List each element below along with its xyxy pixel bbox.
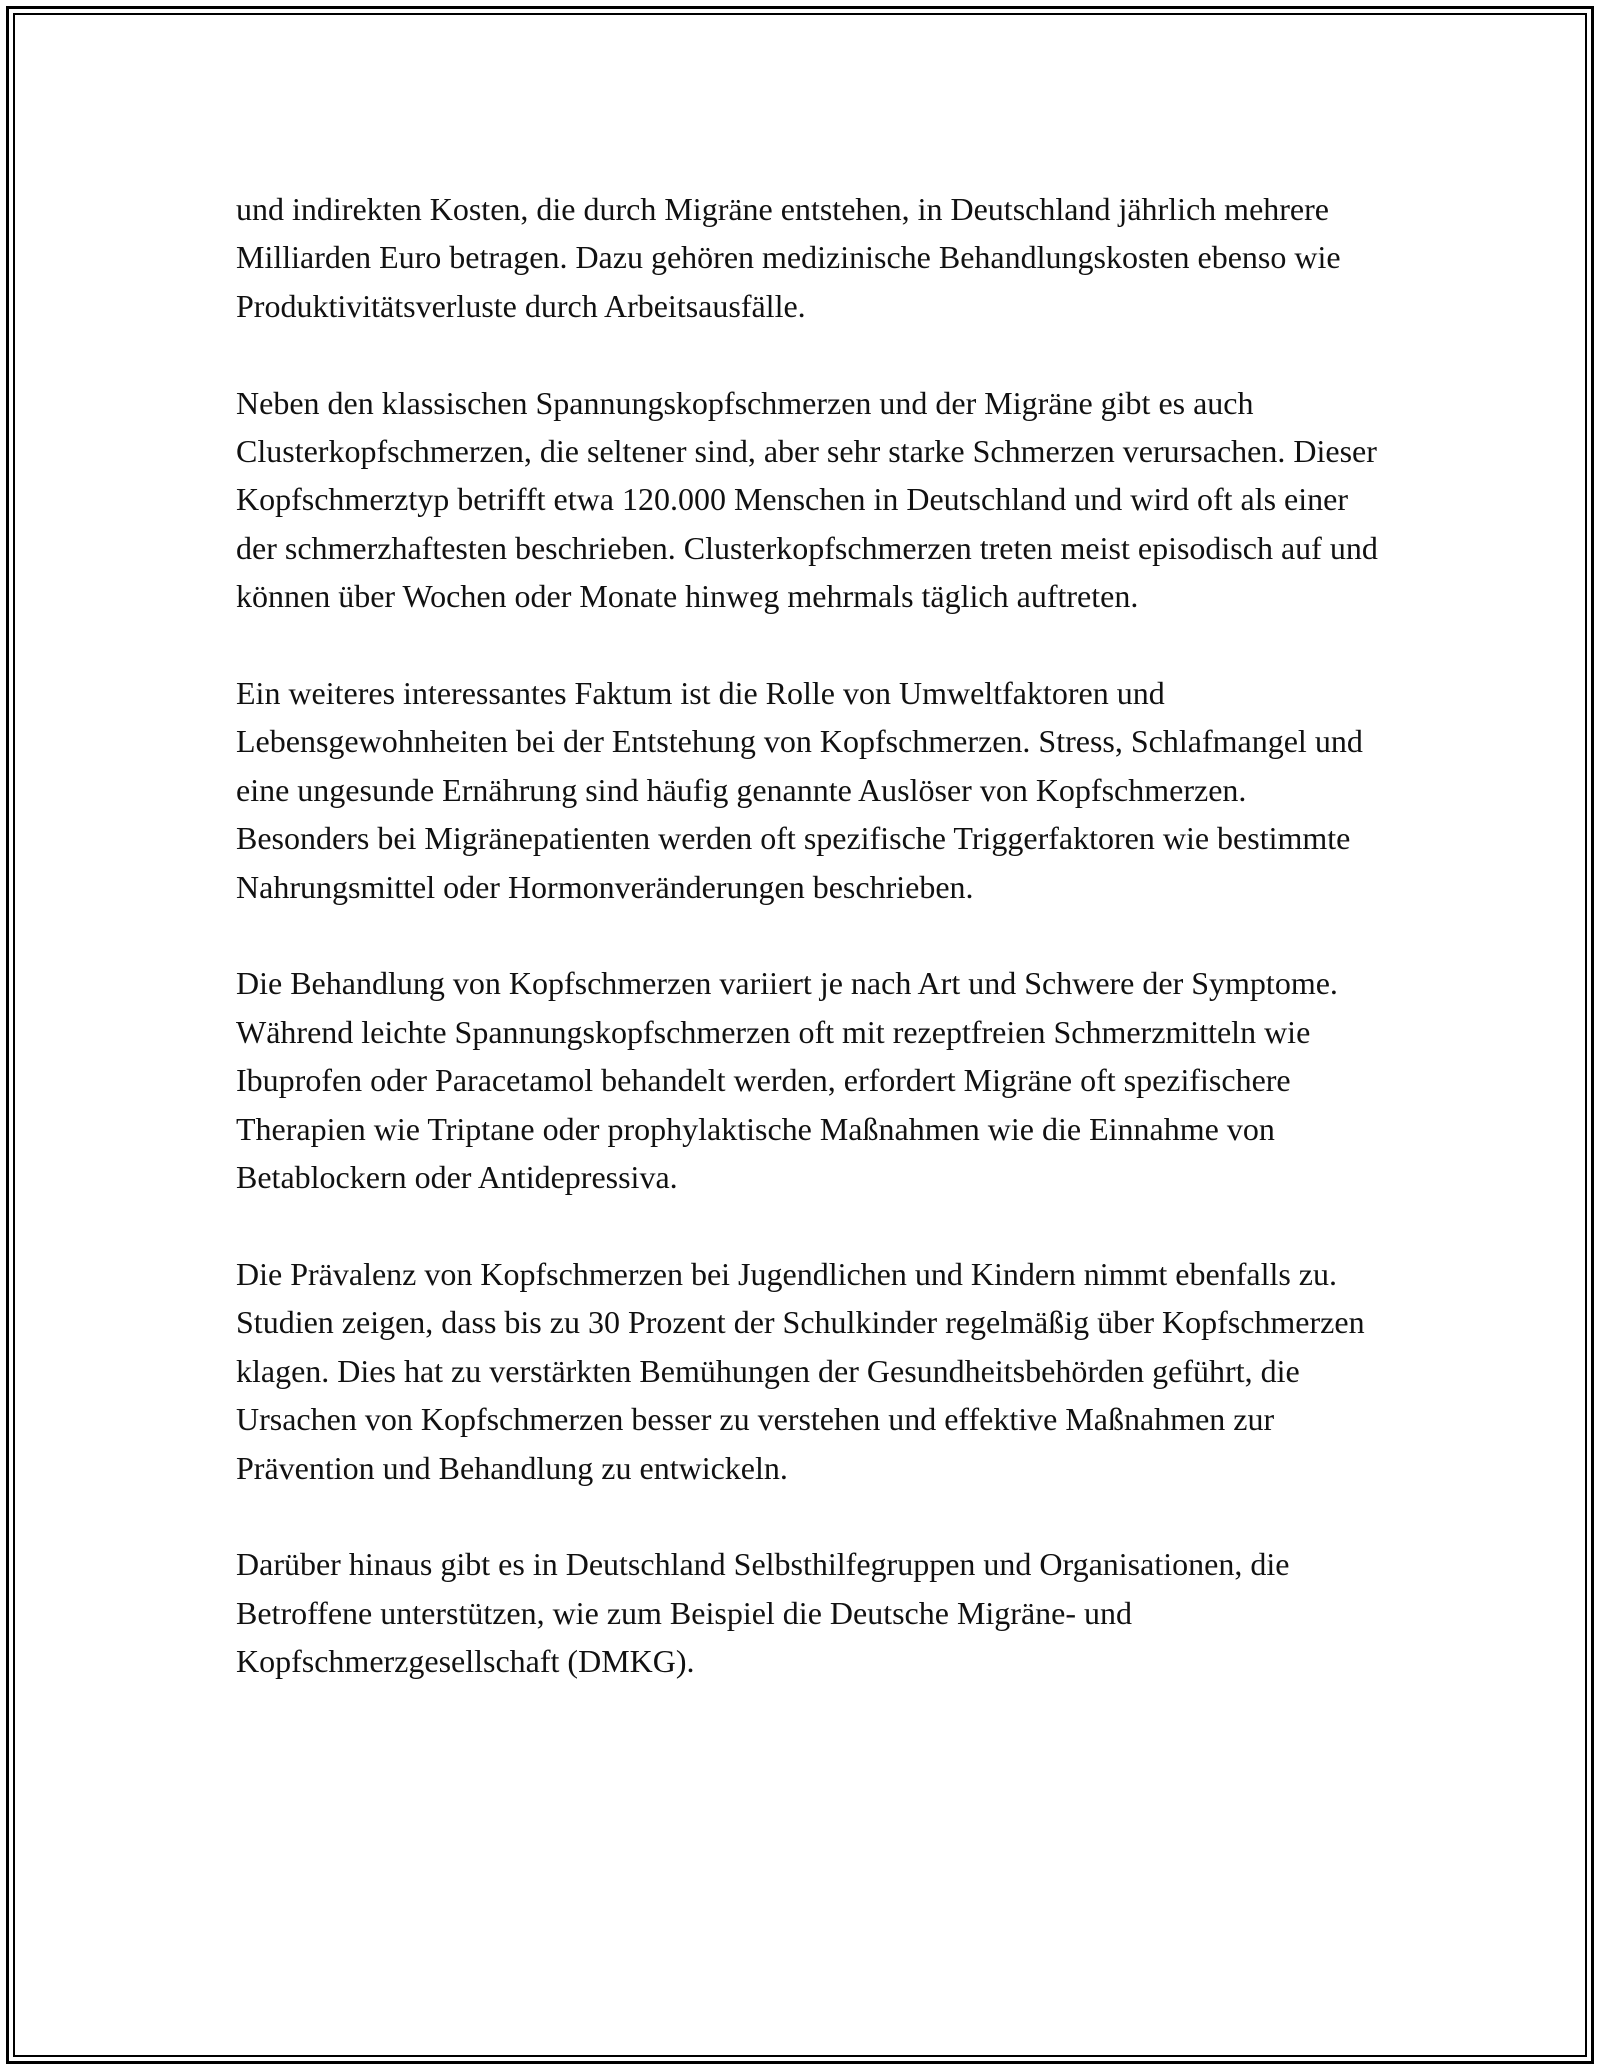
paragraph-cluster-headaches: Neben den klassischen Spannungskopfschmerzen und der Migräne gibt es auch Clusterkopfschmerzen, die seltener sind, aber sehr starke Schmerzen verursachen. Dieser Kopfschmerztyp betrifft etwa 120.000 Menschen in Deutschland und wird oft als einer der schmerzhaftesten beschrieben. Clusterkopfschmerzen treten meist episodisch auf und können über Wochen oder Monate hinweg mehrmals täglich auftreten. — [236, 384, 1378, 615]
paragraph-prevalence-youth: Die Prävalenz von Kopfschmerzen bei Jugendlichen und Kindern nimmt ebenfalls zu. Studien zeigen, dass bis zu 30 Prozent der Schulkinder regelmäßig über Kopfschmerzen klagen. Dies hat zu verstärkten Bemühungen der Gesundheitsbehörden geführt, die Ursachen von Kopfschmerzen besser zu verstehen und effektive Maßnahmen zur Prävention und Behandlung zu entwickeln. — [236, 1255, 1365, 1486]
paragraph-migraine-costs: und indirekten Kosten, die durch Migräne entstehen, in Deutschland jährlich mehrere Milliarden Euro betragen. Dazu gehören medizinische Behandlungskosten ebenso wie Produktivitätsverluste durch Arbeitsausfälle. — [236, 191, 1341, 324]
paragraph-treatment: Die Behandlung von Kopfschmerzen variiert je nach Art und Schwere der Symptome. Während leichte Spannungskopfschmerzen oft mit rezeptfreien Schmerzmitteln wie Ibuprofen oder Paracetamol behandelt werden, erfordert Migräne oft spezifischere Therapien wie Triptane oder prophylaktische Maßnahmen wie die Einnahme von Betablockern oder Antidepressiva. — [236, 965, 1338, 1196]
document-body — [236, 185, 1386, 1686]
paragraph-environmental-factors: Ein weiteres interessantes Faktum ist die Rolle von Umweltfaktoren und Lebensgewohnheiten bei der Entstehung von Kopfschmerzen. Stress, Schlafmangel und eine ungesunde Ernährung sind häufig genannte Auslöser von Kopfschmerzen. Besonders bei Migränepatienten werden oft spezifische Triggerfaktoren wie bestimmte Nahrungsmittel oder Hormonveränderungen beschrieben. — [236, 675, 1363, 905]
paragraph-support-groups: Darüber hinaus gibt es in Deutschland Selbsthilfegruppen und Organisationen, die Betroffene unterstützen, wie zum Beispiel die Deutsche Migräne- und Kopfschmerzgesellschaft (DMKG). — [236, 1546, 1290, 1680]
